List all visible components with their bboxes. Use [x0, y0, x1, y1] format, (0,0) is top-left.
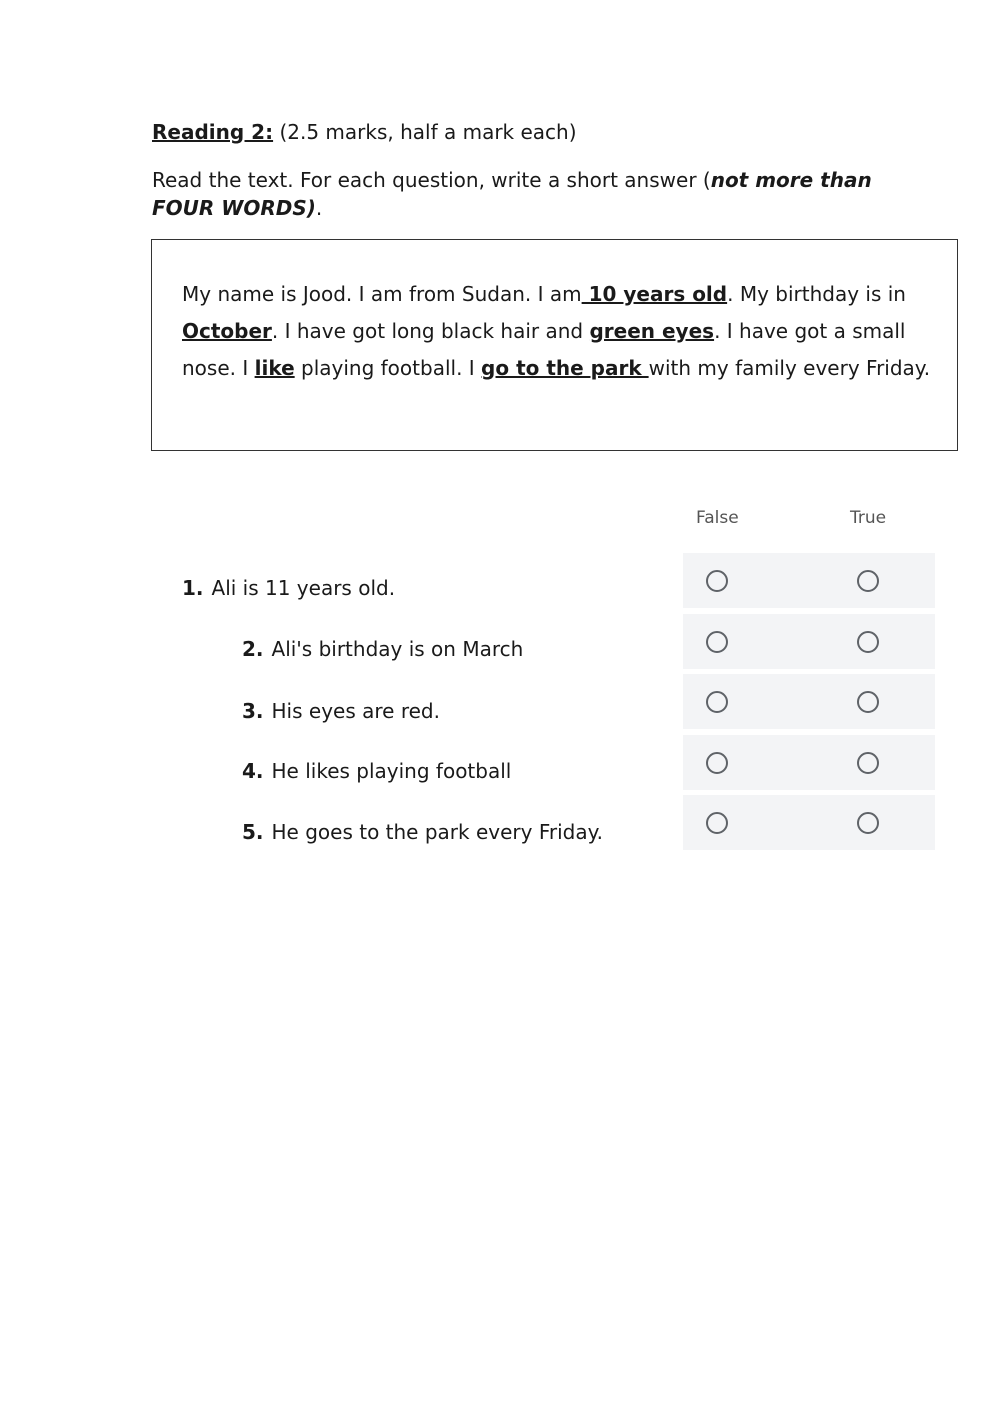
question-number: 3.	[242, 699, 264, 723]
passage-highlight: green eyes	[589, 319, 715, 343]
passage-highlight: 10 years old	[581, 282, 728, 306]
question-1	[182, 576, 395, 600]
column-header-true: True	[850, 508, 887, 528]
passage-highlight: go to the park	[481, 356, 649, 380]
passage-text: playing football. I	[294, 356, 482, 380]
radio-q5-true[interactable]	[857, 812, 879, 834]
radio-q4-true[interactable]	[857, 752, 879, 774]
question-text: Ali is 11 years old.	[211, 576, 396, 600]
question-2	[242, 637, 523, 661]
question-5	[242, 820, 603, 844]
instructions-emphasis: not more than FOUR WORDS)	[152, 168, 872, 220]
passage-text: My name is Jood. I am from Sudan. I am	[182, 282, 582, 306]
radio-q1-false[interactable]	[706, 570, 728, 592]
question-4	[242, 759, 511, 783]
passage-text: . I have got a small nose. I	[182, 319, 906, 380]
section-title: Reading 2:	[152, 120, 274, 144]
column-header-false: False	[696, 508, 739, 528]
radio-q3-false[interactable]	[706, 691, 728, 713]
passage-highlight: like	[254, 356, 295, 380]
radio-q3-true[interactable]	[857, 691, 879, 713]
passage-text: with my family every Friday.	[648, 356, 931, 380]
passage-text: . My birthday is in	[727, 282, 906, 306]
radio-q1-true[interactable]	[857, 570, 879, 592]
passage-text: . I have got long black hair and	[271, 319, 590, 343]
question-text: He likes playing football	[271, 759, 512, 783]
section-heading	[152, 120, 577, 144]
question-number: 1.	[182, 576, 204, 600]
instructions-lead: Read the text. For each question, write a short answer (	[152, 168, 711, 192]
reading-passage	[182, 276, 952, 387]
question-number: 2.	[242, 637, 264, 661]
section-marks: (2.5 marks, half a mark each)	[279, 120, 577, 144]
question-text: His eyes are red.	[271, 699, 440, 723]
radio-q4-false[interactable]	[706, 752, 728, 774]
radio-q5-false[interactable]	[706, 812, 728, 834]
reading-text-box	[151, 239, 958, 451]
question-text: Ali's birthday is on March	[271, 637, 524, 661]
passage-highlight: October	[182, 319, 272, 343]
question-3	[242, 699, 440, 723]
question-text: He goes to the park every Friday.	[271, 820, 603, 844]
instructions	[152, 166, 872, 222]
question-number: 4.	[242, 759, 264, 783]
radio-q2-false[interactable]	[706, 631, 728, 653]
radio-q2-true[interactable]	[857, 631, 879, 653]
instructions-tail: .	[315, 196, 323, 220]
question-number: 5.	[242, 820, 264, 844]
